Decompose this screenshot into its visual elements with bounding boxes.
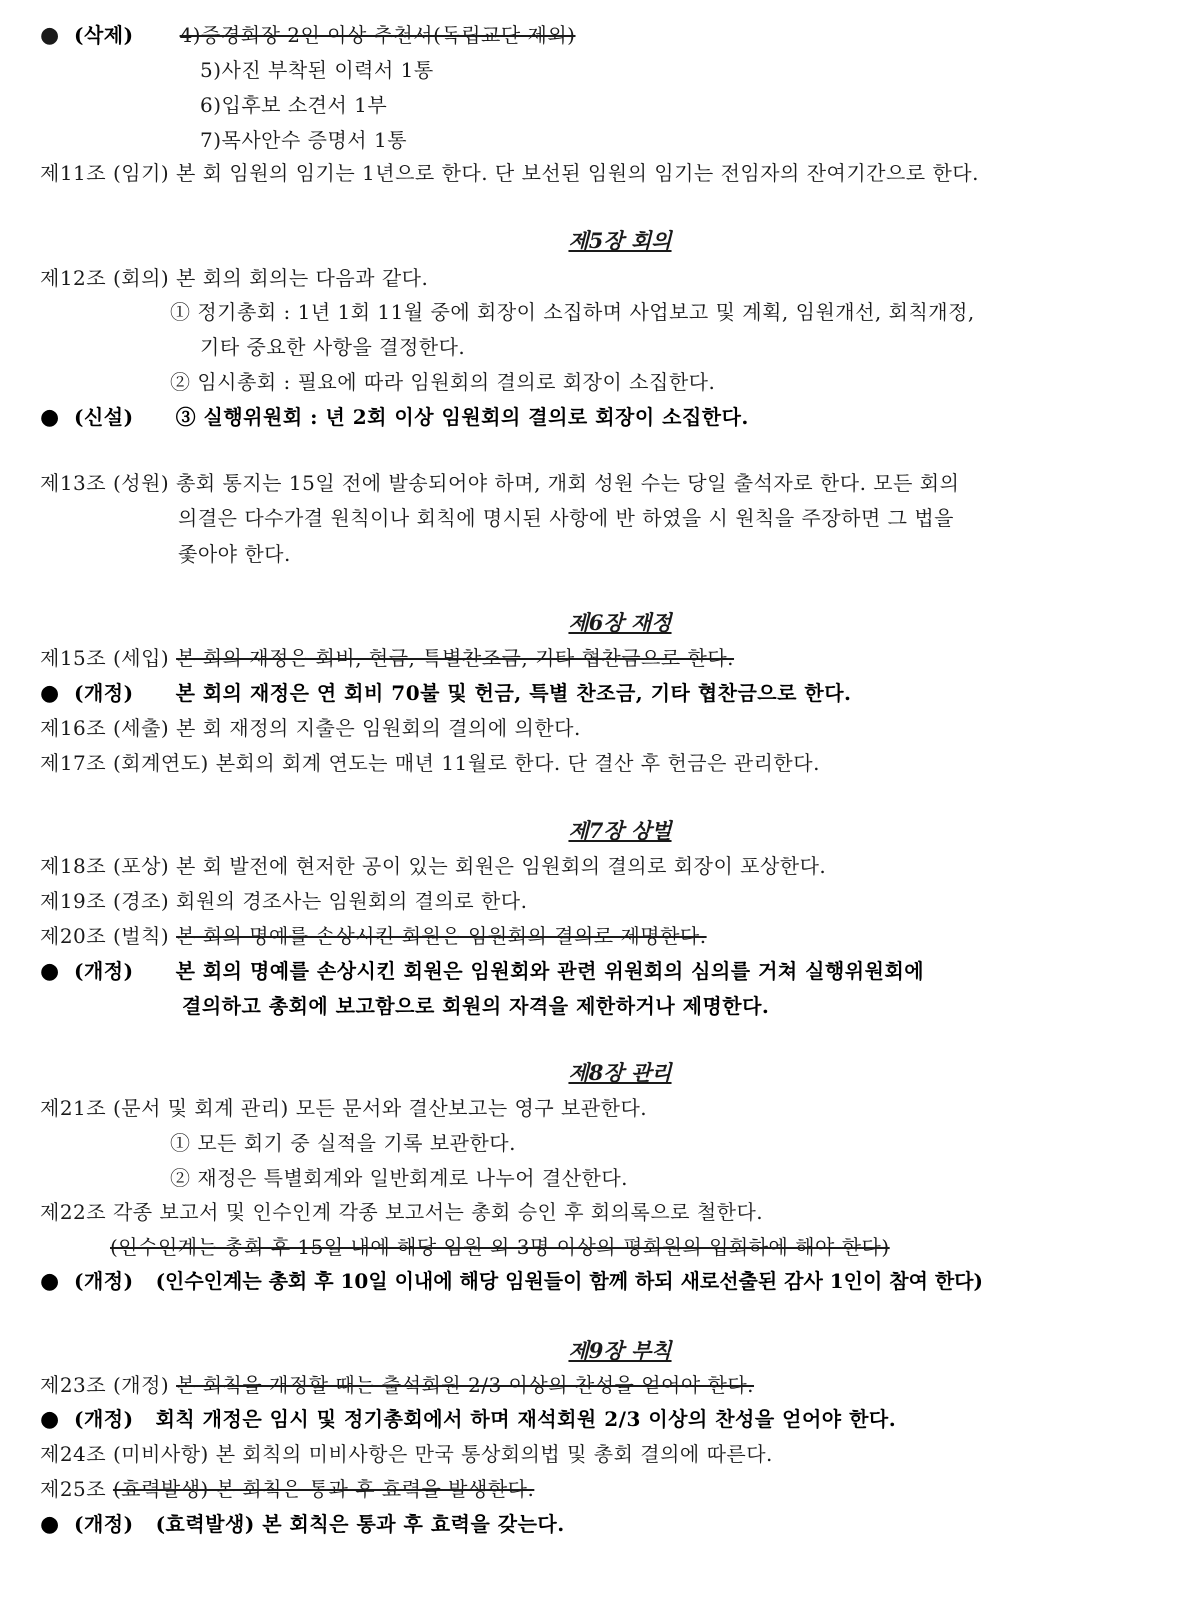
- article-17: 제17조 (회계연도) 본회의 회계 연도는 매년 11월로 한다. 단 결산 후 헌금은 관리한다.: [40, 751, 820, 775]
- chapter-7-heading: 제7장 상벌: [568, 818, 672, 843]
- revised-article-22: [40, 1268, 983, 1294]
- change-tag: (개정): [74, 1269, 134, 1293]
- article-19: 제19조 (경조) 회원의 경조사는 임원회의 결의로 한다.: [40, 889, 528, 913]
- article-15: [40, 645, 734, 671]
- chapter-5-heading: 제5장 회의: [568, 228, 672, 253]
- revised-article-15: [40, 680, 852, 706]
- revised-article-25: [40, 1511, 565, 1537]
- revised-text: (효력발생) 본 회칙은 통과 후 효력을 갖는다.: [155, 1512, 565, 1536]
- list-item: ② 재정은 특별회계와 일반회계로 나누어 결산한다.: [170, 1166, 629, 1190]
- article-13-cont: 좇아야 한다.: [178, 542, 291, 566]
- new-item-3: [40, 404, 749, 430]
- struck-text: 4)증경회장 2인 이상 추천서(독립교단 제외): [179, 23, 576, 47]
- article-24: 제24조 (미비사항) 본 회칙의 미비사항은 만국 통상회의법 및 총회 결의에 따른다.: [40, 1442, 773, 1466]
- article-22: 제22조 각종 보고서 및 인수인계 각종 보고서는 총회 승인 후 회의록으로 철한다.: [40, 1200, 764, 1224]
- change-tag: (개정): [74, 1512, 134, 1536]
- revised-article-23: [40, 1406, 896, 1432]
- change-tag: (개정): [74, 1407, 134, 1431]
- revised-text: 회칙 개정은 임시 및 정기총회에서 하며 재석회원 2/3 이상의 찬성을 얻어야 한다.: [155, 1407, 897, 1431]
- article-11: 제11조 (임기) 본 회 임원의 임기는 1년으로 한다. 단 보선된 임원의 임기는 전임자의 잔여기간으로 한다.: [40, 161, 979, 185]
- article-16: 제16조 (세출) 본 회 재정의 지출은 임원회의 결의에 의한다.: [40, 716, 581, 740]
- revised-text: 본 회의 재정은 연 회비 70불 및 헌금, 특별 찬조금, 기타 협찬금으로 한다.: [175, 681, 852, 705]
- article-12: 제12조 (회의) 본 회의 회의는 다음과 같다.: [40, 266, 429, 290]
- bullet-icon: ●: [40, 958, 60, 984]
- article-21: 제21조 (문서 및 회계 관리) 모든 문서와 결산보고는 영구 보관한다.: [40, 1096, 648, 1120]
- list-item: 7)목사안수 증명서 1통: [200, 128, 408, 152]
- bullet-icon: ●: [40, 680, 60, 706]
- article-label: 제23조 (개정): [40, 1373, 170, 1397]
- revised-article-20: [40, 958, 924, 984]
- article-label: 제20조 (벌칙): [40, 924, 170, 948]
- bullet-icon: ●: [40, 23, 60, 48]
- list-item: 기타 중요한 사항을 결정한다.: [200, 335, 466, 359]
- change-tag: (삭제): [74, 23, 134, 47]
- revised-text: (인수인계는 총회 후 10일 이내에 해당 임원들이 함께 하되 새로선출된 감사 1인이 참여 한다): [155, 1269, 983, 1293]
- bullet-icon: ●: [40, 1268, 60, 1294]
- bullet-icon: ●: [40, 404, 60, 430]
- list-item: ② 임시총회 : 필요에 따라 임원회의 결의로 회장이 소집한다.: [170, 370, 716, 394]
- revised-text: ③ 실행위원회 : 년 2회 이상 임원회의 결의로 회장이 소집한다.: [175, 405, 749, 429]
- article-label: 제15조 (세입): [40, 646, 170, 670]
- struck-text: 본 회의 명예를 손상시킨 회원은 임원회의 결의로 제명한다.: [176, 924, 707, 948]
- bullet-icon: ●: [40, 1406, 60, 1432]
- list-item: 6)입후보 소견서 1부: [200, 93, 388, 117]
- struck-text: (인수인계는 총회 후 15일 내에 해당 임원 외 3명 이상의 평회원의 입회하에 해야 한다): [110, 1235, 890, 1259]
- article-25: [40, 1476, 534, 1502]
- article-20: [40, 923, 707, 949]
- change-tag: (신설): [74, 405, 134, 429]
- list-item: ① 정기총회 : 1년 1회 11월 중에 회장이 소집하며 사업보고 및 계획, 임원개선, 회칙개정,: [170, 300, 975, 324]
- struck-text: 본 회칙을 개정할 때는 출석회원 2/3 이상의 찬성을 얻어야 한다.: [176, 1373, 755, 1397]
- article-label: 제25조: [40, 1477, 107, 1501]
- chapter-9-heading: 제9장 부칙: [568, 1338, 672, 1363]
- change-tag: (개정): [74, 681, 134, 705]
- deleted-item-4: [40, 22, 576, 49]
- article-13: 제13조 (성원) 총회 통지는 15일 전에 발송되어야 하며, 개회 성원 수는 당일 출석자로 한다. 모든 회의: [40, 471, 960, 495]
- article-13-cont: 의결은 다수가결 원칙이나 회칙에 명시된 사항에 반 하였을 시 원칙을 주장하면 그 법을: [178, 506, 954, 530]
- revised-text: 본 회의 명예를 손상시킨 회원은 임원회와 관련 위원회의 심의를 거쳐 실행위원회에: [175, 959, 925, 983]
- list-item: ① 모든 회기 중 실적을 기록 보관한다.: [170, 1131, 516, 1155]
- struck-text: 본 회의 재정은 회비, 헌금, 특별찬조금, 기타 협찬금으로 한다.: [176, 646, 735, 670]
- chapter-8-heading: 제8장 관리: [568, 1060, 672, 1085]
- article-18: 제18조 (포상) 본 회 발전에 현저한 공이 있는 회원은 임원회의 결의로 회장이 포상한다.: [40, 854, 827, 878]
- article-23: [40, 1372, 754, 1398]
- list-item: 5)사진 부착된 이력서 1통: [200, 58, 434, 82]
- struck-text: (효력발생) 본 회칙은 통과 후 효력을 발생한다.: [112, 1477, 535, 1501]
- bullet-icon: ●: [40, 1511, 60, 1537]
- chapter-6-heading: 제6장 재정: [568, 610, 672, 635]
- revised-article-20-cont: 결의하고 총회에 보고함으로 회원의 자격을 제한하거나 제명한다.: [182, 994, 770, 1018]
- change-tag: (개정): [74, 959, 134, 983]
